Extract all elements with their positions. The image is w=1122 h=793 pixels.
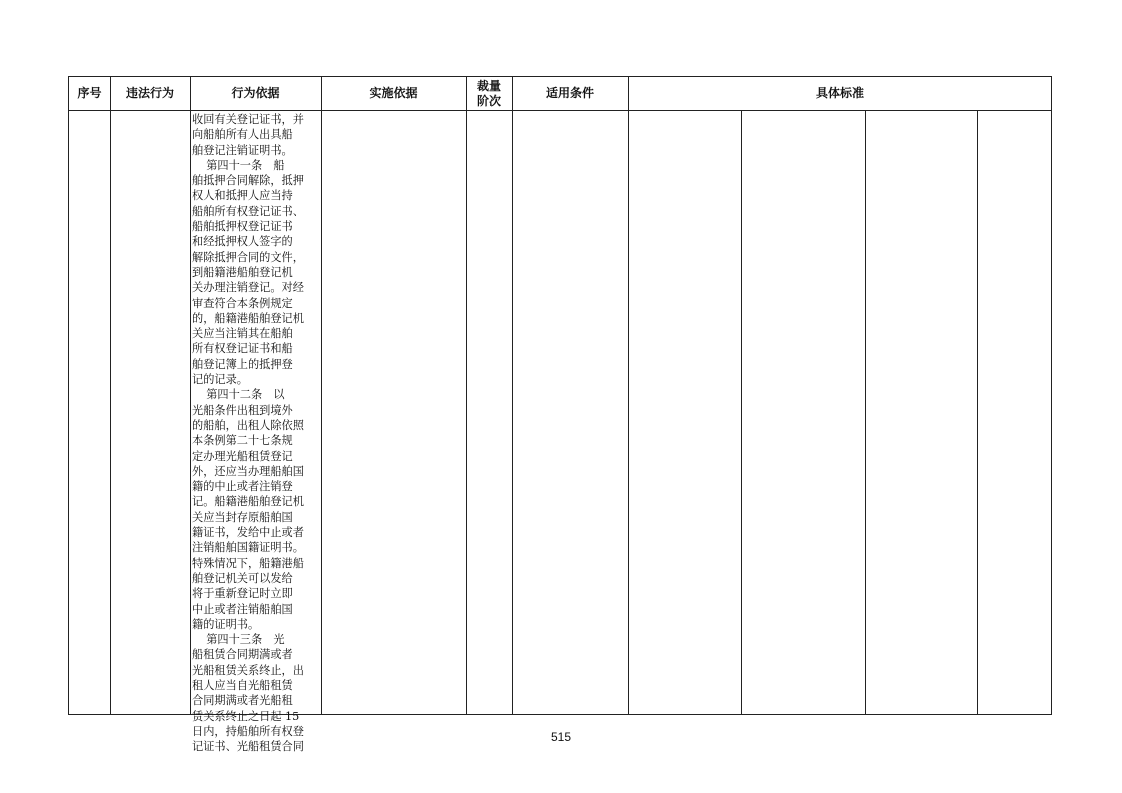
header-violation: 违法行为 — [125, 86, 174, 100]
header-basis: 行为依据 — [231, 86, 280, 100]
basis-line: 舶登记注销证明书。 — [192, 143, 293, 157]
column-divider — [321, 77, 322, 714]
basis-line: 注销船舶国籍证明书。 — [192, 541, 304, 555]
basis-line: 光船条件出租到境外 — [192, 403, 293, 417]
basis-line: 记。船籍港船舶登记机 — [192, 495, 304, 509]
basis-line: 舶抵押合同解除，抵押 — [192, 174, 304, 188]
basis-line: 将于重新登记时立即 — [192, 587, 293, 601]
basis-line: 关应当注销其在船舶 — [192, 327, 293, 341]
header-discretion: 裁量 阶次 — [476, 78, 501, 108]
column-divider — [512, 77, 513, 714]
basis-line: 光船租赁关系终止，出 — [192, 663, 304, 677]
basis-line: 租人应当自光船租赁 — [192, 678, 293, 692]
basis-line: 定办理光船租赁登记 — [192, 449, 293, 463]
basis-line: 关应当封存原船舶国 — [192, 510, 293, 524]
basis-line: 的，船籍港船舶登记机 — [192, 311, 304, 325]
basis-line: 中止或者注销船舶国 — [192, 602, 293, 616]
column-divider — [190, 77, 191, 714]
page-number: 515 — [550, 730, 572, 744]
basis-line: 的船舶，出租人除依照 — [192, 418, 304, 432]
basis-line: 记的记录。 — [192, 373, 248, 387]
header-divider — [69, 110, 1051, 111]
basis-line: 籍的证明书。 — [192, 617, 260, 631]
basis-line: 权人和抵押人应当持 — [192, 189, 293, 203]
basis-line: 日内，持船舶所有权登 — [192, 724, 304, 738]
basis-line: 解除抵押合同的文件， — [192, 250, 304, 264]
basis-line: 和经抵押权人签字的 — [192, 235, 293, 249]
basis-line: 外，还应当办理船舶国 — [192, 464, 304, 478]
basis-line: 船舶所有权登记证书、 — [192, 204, 304, 218]
basis-line: 第四十一条 船 — [192, 158, 285, 172]
basis-line: 特殊情况下，船籍港船 — [192, 556, 304, 570]
basis-line: 籍的中止或者注销登 — [192, 480, 293, 494]
basis-line: 第四十二条 以 — [192, 388, 285, 402]
column-divider — [466, 77, 467, 714]
column-divider — [977, 110, 978, 714]
basis-line: 所有权登记证书和船 — [192, 342, 293, 356]
basis-text — [192, 112, 308, 754]
basis-line: 记证书、光船租赁合同 — [192, 740, 304, 754]
header-conditions: 适用条件 — [545, 86, 594, 100]
column-divider — [741, 110, 742, 714]
header-standard: 具体标准 — [815, 86, 864, 100]
column-divider — [865, 110, 866, 714]
basis-line: 本条例第二十七条规 — [192, 434, 293, 448]
basis-line: 合同期满或者光船租 — [192, 694, 293, 708]
column-divider — [628, 77, 629, 714]
basis-line: 向船舶所有人出具船 — [192, 128, 293, 142]
basis-line: 收回有关登记证书，并 — [192, 113, 304, 126]
basis-line: 船租赁合同期满或者 — [192, 648, 293, 662]
basis-line: 籍证书，发给中止或者 — [192, 526, 304, 540]
basis-line: 船舶抵押权登记证书 — [192, 220, 293, 234]
header-seq: 序号 — [77, 86, 102, 100]
basis-line: 关办理注销登记。对经 — [192, 281, 304, 295]
basis-line: 第四十三条 光 — [192, 633, 285, 647]
header-implementation: 实施依据 — [369, 86, 418, 100]
basis-line: 舶登记簿上的抵押登 — [192, 357, 293, 371]
basis-line: 到船籍港船舶登记机 — [192, 265, 293, 279]
basis-line: 赁关系终止之日起 15 — [192, 709, 300, 723]
basis-line: 舶登记机关可以发给 — [192, 571, 293, 585]
column-divider — [110, 77, 111, 714]
basis-line: 审查符合本条例规定 — [192, 296, 293, 310]
